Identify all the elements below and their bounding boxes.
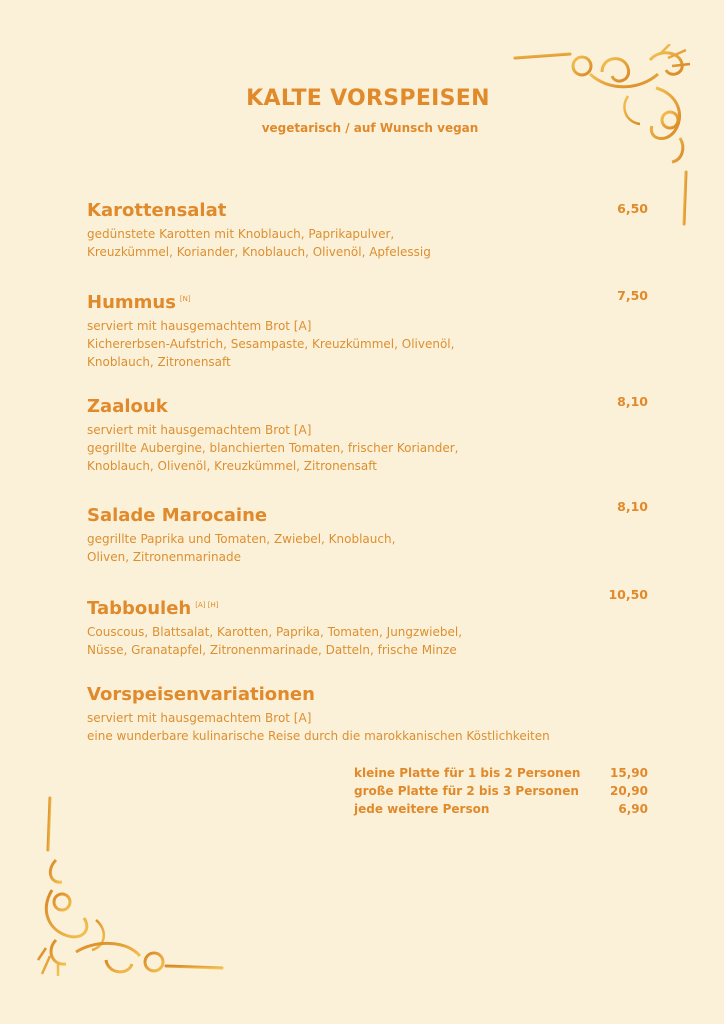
page-title: KALTE VORSPEISEN: [246, 86, 490, 111]
menu-item-name-text: Tabbouleh: [87, 598, 192, 619]
menu-item: [87, 287, 647, 371]
description-line: gedünstete Karotten mit Knoblauch, Paprikapulver,: [87, 227, 395, 241]
menu-item-name: [87, 395, 647, 419]
platter-price: 20,90: [610, 784, 648, 798]
menu-item: [87, 199, 647, 261]
menu-item-price: 8,10: [617, 499, 648, 514]
menu-item-name: [87, 287, 647, 315]
menu-item: [87, 683, 647, 745]
menu-item-name-text: Zaalouk: [87, 396, 168, 417]
menu-item-price: 10,50: [608, 587, 648, 602]
menu-item: [87, 395, 647, 475]
menu-item-price: 7,50: [617, 288, 648, 303]
description-line: Oliven, Zitronenmarinade: [87, 550, 241, 564]
platter-label: kleine Platte für 1 bis 2 Personen: [354, 766, 581, 780]
menu-item-name: [87, 593, 647, 621]
description-line: eine wunderbare kulinarische Reise durch die marokkanischen Köstlichkeiten: [87, 729, 550, 743]
corner-ornament-bottom-left-icon: [36, 790, 226, 980]
menu-item: [87, 593, 647, 659]
menu-item-name: [87, 199, 647, 223]
menu-item-description: [87, 709, 647, 745]
description-line: Nüsse, Granatapfel, Zitronenmarinade, Datteln, frische Minze: [87, 643, 457, 657]
platter-price: 15,90: [610, 766, 648, 780]
menu-item-description: [87, 421, 647, 475]
description-line: Couscous, Blattsalat, Karotten, Paprika, Tomaten, Jungzwiebel,: [87, 625, 463, 639]
menu-item-price: 6,50: [617, 201, 648, 216]
platter-label: jede weitere Person: [354, 802, 490, 816]
page-subtitle: vegetarisch / auf Wunsch vegan: [261, 121, 479, 135]
menu-item-name-text: Hummus: [87, 292, 176, 313]
description-line: Knoblauch, Zitronensaft: [87, 355, 231, 369]
description-line: Kichererbsen-Aufstrich, Sesampaste, Kreuzkümmel, Olivenöl,: [87, 337, 455, 351]
description-line: Kreuzkümmel, Koriander, Knoblauch, Olivenöl, Apfelessig: [87, 245, 431, 259]
platter-row: [354, 782, 648, 800]
menu-item: [87, 504, 647, 566]
description-line: serviert mit hausgemachtem Brot [A]: [87, 319, 312, 333]
platter-label: große Platte für 2 bis 3 Personen: [354, 784, 579, 798]
description-line: Knoblauch, Olivenöl, Kreuzkümmel, Zitronensaft: [87, 459, 377, 473]
menu-item-name-text: Vorspeisenvariationen: [87, 684, 315, 705]
description-line: serviert mit hausgemachtem Brot [A]: [87, 423, 312, 437]
platter-row: [354, 800, 648, 818]
description-line: serviert mit hausgemachtem Brot [A]: [87, 711, 312, 725]
platter-price: 6,90: [618, 802, 648, 816]
menu-item-description: [87, 623, 647, 659]
platter-price-list: [354, 764, 648, 818]
menu-item-description: [87, 225, 647, 261]
menu-item-description: [87, 530, 647, 566]
description-line: gegrillte Aubergine, blanchierten Tomaten, frischer Koriander,: [87, 441, 459, 455]
menu-item-name: [87, 683, 647, 707]
allergen-code: [N]: [179, 295, 191, 303]
menu-item-price: 8,10: [617, 394, 648, 409]
menu-item-name-text: Salade Marocaine: [87, 505, 268, 526]
allergen-code: [A] [H]: [195, 601, 219, 609]
menu-item-description: [87, 317, 647, 371]
menu-item-name-text: Karottensalat: [87, 200, 227, 221]
platter-row: [354, 764, 648, 782]
description-line: gegrillte Paprika und Tomaten, Zwiebel, Knoblauch,: [87, 532, 396, 546]
menu-item-name: [87, 504, 647, 528]
